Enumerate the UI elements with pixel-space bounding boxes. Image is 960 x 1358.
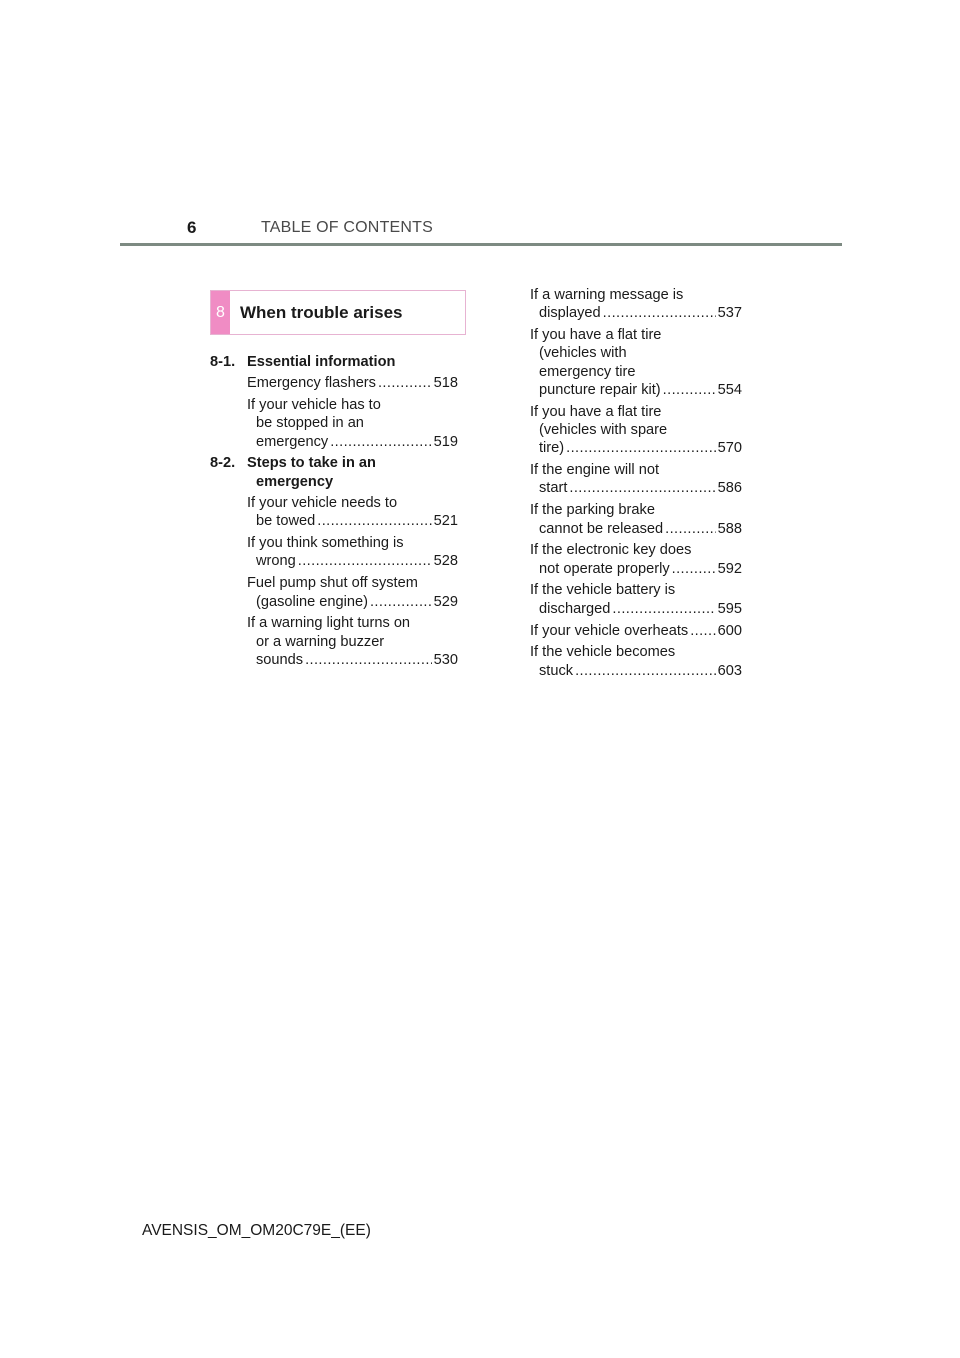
toc-left-column	[210, 353, 458, 673]
toc-entry-text: cannot be released	[539, 520, 664, 537]
toc-entry-text: tire)	[539, 440, 565, 457]
dot-leader	[566, 439, 716, 457]
dot-leader	[317, 512, 431, 530]
toc-entry[interactable]	[530, 326, 742, 399]
toc-entry-text: wrong	[256, 553, 296, 570]
toc-entry-text: emergency tire	[539, 363, 636, 380]
dot-leader	[298, 552, 432, 570]
toc-page-number: 528	[433, 553, 458, 570]
toc-entry-text: sounds	[256, 651, 304, 668]
toc-entry-text: If the parking brake	[530, 502, 655, 519]
toc-entry-text: start	[539, 480, 568, 497]
toc-entry[interactable]	[530, 501, 742, 538]
dot-leader	[370, 593, 432, 611]
toc-entry-text: If a warning light turns on	[247, 615, 411, 632]
toc-page-number: 570	[717, 440, 742, 457]
dot-leader	[663, 381, 716, 399]
subsection-title-line: emergency	[256, 473, 334, 490]
dot-leader	[575, 662, 716, 680]
toc-entry-text: be towed	[256, 513, 316, 530]
toc-page-number: 518	[433, 375, 458, 392]
toc-page-number: 537	[717, 305, 742, 322]
toc-right-column	[530, 286, 742, 683]
toc-entry[interactable]	[210, 534, 458, 571]
toc-entry-text: stuck	[539, 662, 574, 679]
section-heading	[210, 290, 466, 335]
toc-entry-text: (gasoline engine)	[256, 593, 368, 610]
page-header	[120, 214, 842, 244]
toc-entry[interactable]	[530, 286, 742, 323]
toc-entry-text: (vehicles with spare	[539, 422, 668, 439]
toc-entry-text: If your vehicle needs to	[247, 495, 398, 512]
toc-page-number: 592	[717, 560, 742, 577]
toc-entry-text: or a warning buzzer	[256, 633, 385, 650]
toc-entry[interactable]	[530, 643, 742, 680]
toc-entry[interactable]	[530, 461, 742, 498]
toc-page-number: 530	[433, 651, 458, 668]
subsection-number: 8-2.	[210, 455, 236, 472]
toc-page-number: 554	[717, 381, 742, 398]
dot-leader	[569, 479, 715, 497]
document-code: AVENSIS_OM_OM20C79E_(EE)	[142, 1222, 371, 1239]
toc-entry[interactable]	[210, 614, 458, 669]
toc-entry-text: not operate properly	[539, 560, 670, 577]
section-number-tab: 8	[211, 291, 230, 334]
header-title: TABLE OF CONTENTS	[261, 219, 434, 236]
dot-leader	[690, 622, 715, 640]
page-number: 6	[187, 218, 197, 237]
toc-entry-text: If the electronic key does	[530, 542, 692, 559]
toc-page-number: 586	[717, 480, 742, 497]
dot-leader	[305, 651, 432, 669]
toc-entry-text: Fuel pump shut off system	[247, 575, 418, 592]
subsection-number: 8-1.	[210, 354, 236, 370]
toc-entry-text: If the engine will not	[530, 462, 659, 479]
subsection-entries	[210, 494, 458, 669]
toc-entry-text: discharged	[539, 600, 611, 617]
toc-page-number: 603	[717, 662, 742, 679]
toc-entry-text: puncture repair kit)	[539, 381, 661, 398]
dot-leader	[330, 433, 431, 451]
toc-page-number: 529	[433, 593, 458, 610]
subsection-heading	[210, 454, 458, 491]
toc-entry-text: If you have a flat tire	[530, 403, 662, 420]
subsection-title-line: Essential information	[247, 354, 396, 370]
toc-page-number: 595	[717, 600, 742, 617]
toc-entry[interactable]	[530, 622, 742, 640]
dot-leader	[603, 304, 716, 322]
subsection-entries	[210, 374, 458, 451]
toc-entry-text: displayed	[539, 305, 601, 322]
dot-leader	[665, 520, 716, 538]
toc-page-number: 600	[717, 622, 742, 639]
toc-entry-text: If your vehicle overheats	[530, 622, 689, 639]
toc-entry-text: If your vehicle has to	[247, 397, 381, 414]
dot-leader	[378, 374, 432, 392]
toc-entry[interactable]	[530, 581, 742, 618]
toc-entry-text: be stopped in an	[256, 415, 364, 432]
toc-entry[interactable]	[210, 396, 458, 451]
subsection-entries	[530, 286, 742, 680]
toc-entry-text: emergency	[256, 433, 329, 450]
toc-entry[interactable]	[210, 374, 458, 392]
header-divider	[120, 243, 842, 246]
toc-entry-text: (vehicles with	[539, 345, 627, 362]
toc-entry-text: If the vehicle battery is	[530, 582, 676, 599]
toc-entry-text: If the vehicle becomes	[530, 644, 676, 661]
section-title: When trouble arises	[240, 303, 403, 322]
toc-entry-text: If a warning message is	[530, 287, 684, 303]
toc-entry[interactable]	[530, 541, 742, 578]
toc-page-number: 588	[717, 520, 742, 537]
toc-entry-text: If you think something is	[247, 535, 404, 552]
dot-leader	[612, 600, 715, 618]
toc-entry[interactable]	[210, 574, 458, 611]
toc-entry-text: If you have a flat tire	[530, 327, 662, 344]
toc-entry[interactable]	[210, 494, 458, 531]
toc-entry[interactable]	[530, 403, 742, 458]
toc-entry-text: Emergency flashers	[247, 375, 376, 392]
toc-page-number: 519	[433, 433, 458, 450]
subsection-heading	[210, 353, 458, 371]
dot-leader	[672, 560, 716, 578]
subsection-title-line: Steps to take in an	[247, 455, 376, 472]
toc-page-number: 521	[433, 513, 458, 530]
